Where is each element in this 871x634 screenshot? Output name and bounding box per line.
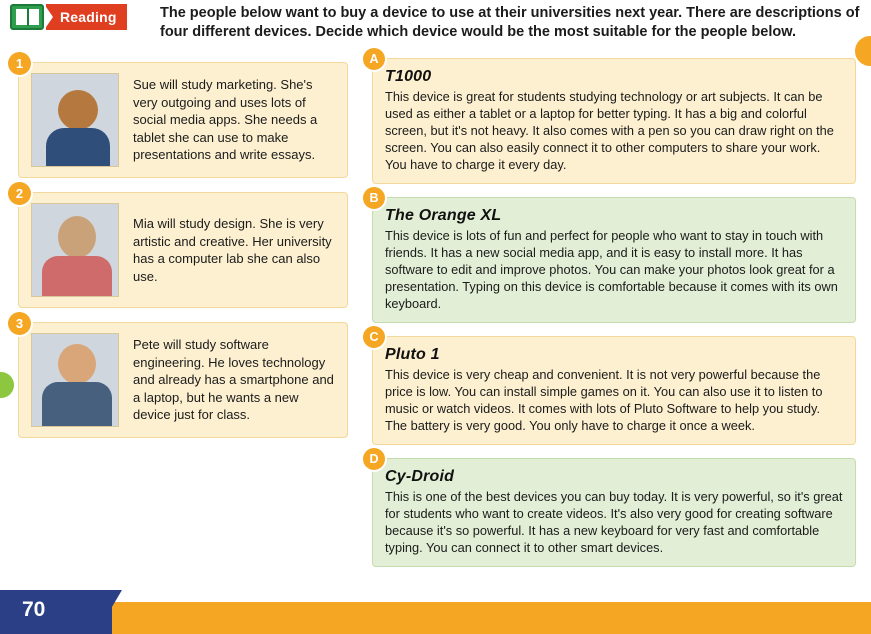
reading-badge-label: Reading — [46, 4, 127, 30]
people-column — [15, 56, 348, 452]
person-number: 2 — [8, 182, 31, 205]
person-description: Mia will study design. She is very artistic and creative. Her university has a computer lab she can also use. — [133, 216, 332, 284]
device-letter: B — [363, 187, 385, 209]
footer-slant — [96, 590, 122, 634]
person-photo — [31, 333, 119, 427]
device-description: This device is great for students studying technology or art subjects. It can be used as either a tablet or a laptop for better typing. It has a big and colorful screen, but it's not heavy. It also comes with a pen so you can draw right on the screen. You can also easily connect it to other computers to share your work. You have to charge it every day. — [385, 89, 834, 172]
device-card — [369, 330, 856, 445]
device-letter: D — [363, 448, 385, 470]
person-card — [15, 186, 348, 308]
person-number: 1 — [8, 52, 31, 75]
instructions-text: The people below want to buy a device to use at their universities next year. There are descriptions of four different devices. Decide which device would be the most suitable for the people below. — [160, 5, 860, 40]
device-description: This device is very cheap and convenient. It is not very powerful because the price is low. You can install simple games on it. You can also use it to listen to music or watch videos. It comes with lots of Pluto Software to help you study. The battery is very good. You only have to charge it once a week. — [385, 367, 823, 433]
device-card — [369, 191, 856, 323]
devices-column — [369, 52, 856, 580]
device-title: T1000 — [385, 68, 432, 85]
left-page-tab — [0, 372, 14, 398]
footer-orange-bar — [112, 602, 871, 634]
device-card — [369, 452, 856, 567]
book-icon — [10, 4, 44, 30]
reading-badge — [10, 4, 140, 30]
page-number: 70 — [22, 598, 46, 621]
device-title: The Orange XL — [385, 207, 502, 224]
page-header — [0, 0, 871, 48]
device-title: Cy-Droid — [385, 468, 455, 485]
device-description: This device is lots of fun and perfect for people who want to stay in touch with friends. It has a new social media app, and it is easy to install more. It has software to edit and improve photos. You can make your photos look great for a presentation. Typing on this device is comfortable because it comes with its own keyboard. — [385, 228, 838, 311]
person-number: 3 — [8, 312, 31, 335]
device-title: Pluto 1 — [385, 346, 440, 363]
badge-notch — [44, 4, 53, 30]
page-footer — [0, 590, 871, 634]
device-card — [369, 52, 856, 184]
person-description: Pete will study software engineering. He loves technology and already has a smartphone and a laptop, but he wants a new device just for class. — [133, 337, 334, 423]
person-photo — [31, 73, 119, 167]
device-letter: C — [363, 326, 385, 348]
person-card — [15, 56, 348, 178]
person-card — [15, 316, 348, 438]
device-letter: A — [363, 48, 385, 70]
person-photo — [31, 203, 119, 297]
device-description: This is one of the best devices you can buy today. It is very powerful, so it's great for students who want to create videos. It's also very good for creating software because it's so powerful. It has a new keyboard for very fast and comfortable typing. You can connect it to other smart devices. — [385, 489, 843, 555]
person-description: Sue will study marketing. She's very outgoing and uses lots of social media apps. She needs a tablet she can use to make presentations and write essays. — [133, 77, 318, 163]
